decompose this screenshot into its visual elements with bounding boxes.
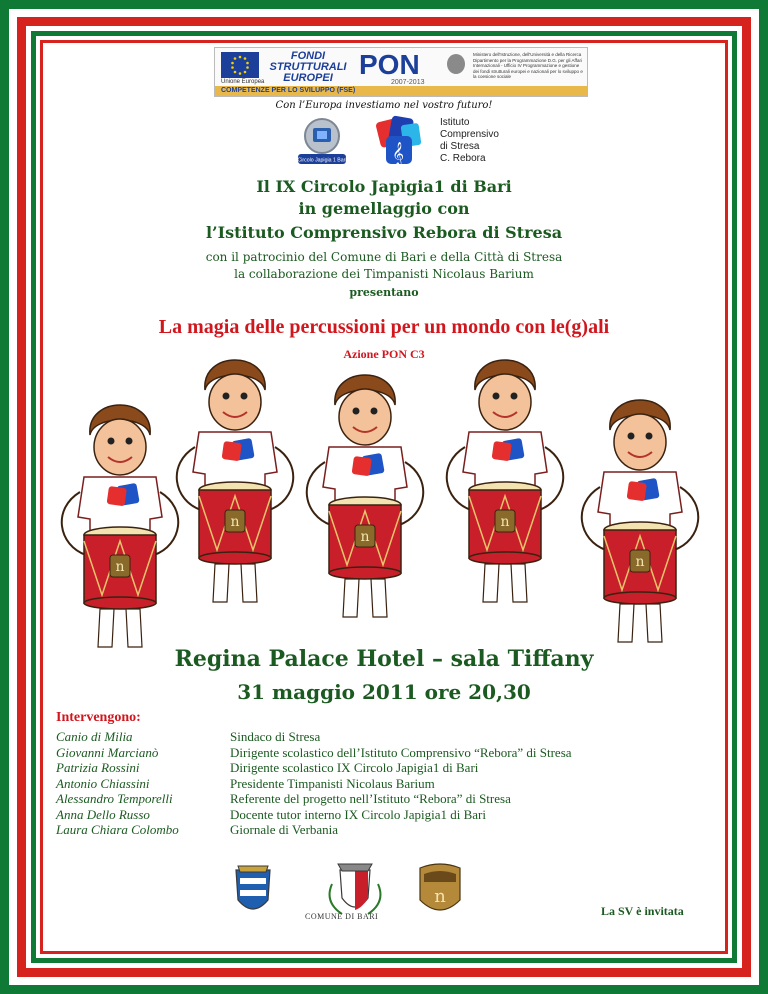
bari-coat-of-arms-icon — [330, 864, 381, 914]
speaker-name: Laura Chiara Colombo — [56, 822, 179, 837]
eu-flag-icon — [221, 52, 259, 78]
speaker-name: Alessandro Temporelli — [56, 791, 173, 806]
speaker-role: Presidente Timpanisti Nicolaus Barium — [230, 775, 435, 791]
motto: Con l’Europa investiamo nel vostro futuro! — [275, 100, 493, 111]
speaker-name: Canio di Milia — [56, 729, 133, 744]
invitation-note: La SV è invitata — [601, 904, 684, 918]
event-title: La magia delle percussioni per un mondo con le(g)ali — [158, 316, 610, 338]
speaker-names — [56, 729, 179, 838]
svg-text:n: n — [434, 886, 446, 907]
speaker-name: Giovanni Marcianò — [56, 744, 159, 760]
fondi-strutturali-logo: FONDI STRUTTURALI EUROPEI — [269, 50, 347, 84]
pon-banner — [214, 47, 588, 97]
svg-text:𝄞: 𝄞 — [392, 141, 404, 165]
venue: Regina Palace Hotel – sala Tiffany — [174, 646, 594, 672]
japigia-school-logo — [296, 116, 348, 166]
twinning-line: in gemellaggio con — [298, 199, 470, 218]
pon-logo: PON — [359, 49, 420, 80]
nicolaus-barium-badge-icon — [420, 864, 460, 910]
speaker-name: Anna Dello Russo — [56, 806, 150, 822]
speakers-heading: Intervengono: — [56, 710, 141, 725]
italian-republic-emblem-icon — [447, 54, 465, 74]
speaker-role: Docente tutor interno IX Circolo Japigia1 di Bari — [230, 806, 486, 822]
speaker-roles — [230, 729, 572, 838]
ministero-text: Ministero dell'Istruzione, dell'Università e della Ricerca Dipartimento per la Programmazione D.G. per gli Affari Internazionali - Ufficio IV Programmazione e gestione dei fondi strutturali europei e nazionali per lo sviluppo e la coesione sociale — [473, 52, 583, 79]
japigia-logo-label: Circolo Japigia 1 Bari — [297, 157, 347, 164]
patronage-line: con il patrocinio del Comune di Bari e della Città di Stresa — [205, 250, 563, 264]
eu-label: Unione Europea — [221, 79, 265, 85]
speaker-role: Referente del progetto nell’Istituto “Rebora” di Stresa — [230, 791, 511, 806]
pon-years: 2007-2013 — [391, 79, 425, 86]
event-datetime: 31 maggio 2011 ore 20,30 — [237, 680, 531, 704]
speaker-role: Dirigente scolastico dell’Istituto Comprensivo “Rebora” di Stresa — [230, 744, 572, 760]
speaker-role: Dirigente scolastico IX Circolo Japigia1 di Bari — [230, 760, 479, 775]
speaker-name: Antonio Chiassini — [56, 775, 150, 791]
speaker-name: Patrizia Rossini — [56, 760, 140, 775]
partner-line: l’Istituto Comprensivo Rebora di Stresa — [205, 223, 563, 242]
competenze-strip: COMPETENZE PER LO SVILUPPO (FSE) — [215, 86, 587, 96]
stresa-coat-of-arms-icon — [236, 866, 270, 909]
collaboration-line: la collaborazione dei Timpanisti Nicolaus Barium — [234, 267, 534, 281]
present-line: presentano — [349, 286, 419, 299]
speaker-role: Giornale di Verbania — [230, 822, 339, 837]
drummers-illustration: n — [60, 352, 710, 642]
stresa-logo-text: Istituto Comprensivo di Stresa C. Rebora — [440, 117, 499, 164]
comune-di-bari-label: COMUNE DI BARI — [305, 912, 379, 921]
speaker-role: Sindaco di Stresa — [230, 729, 321, 744]
stresa-school-logo-icon — [372, 114, 436, 168]
event-subtitle: Azione PON C3 — [343, 347, 425, 361]
organizer-line: Il IX Circolo Japigia1 di Bari — [256, 177, 512, 196]
